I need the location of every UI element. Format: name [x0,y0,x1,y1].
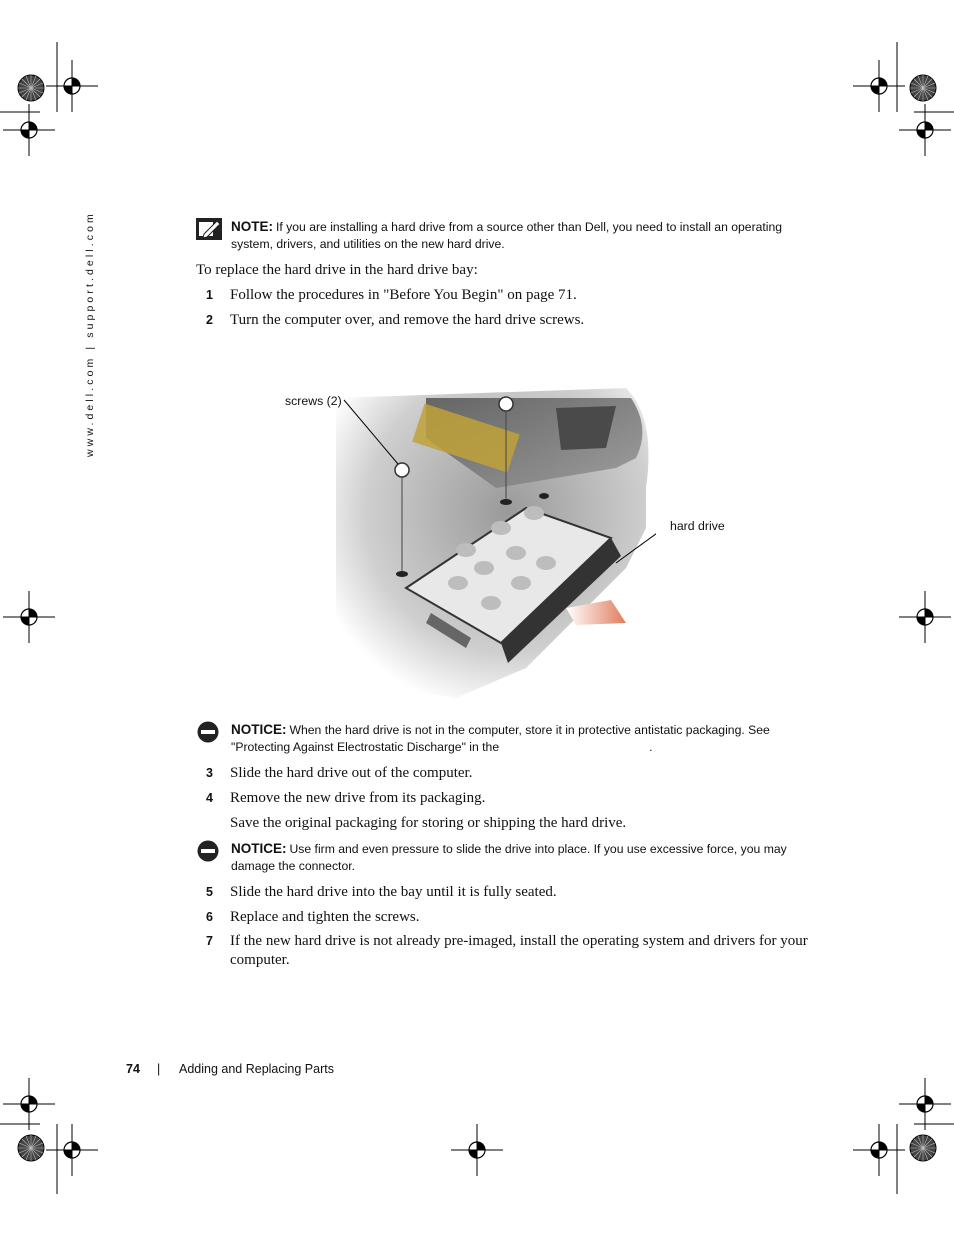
sidebar-url-text: www.dell.com | support.dell.com [84,211,96,457]
step-text: Slide the hard drive out of the computer. [230,765,473,781]
step-2 [196,311,808,330]
note-pencil-icon [196,218,222,240]
notice-warning-icon [196,840,222,862]
notice-text: Use firm and even pressure to slide the drive into place. If you use excessive force, you may damage the connector. [231,842,787,873]
step-5 [196,883,808,902]
notice-text: When the hard drive is not in the computer, store it in protective antistatic packaging. See "Protecting Against Electrostatic Discharge" in the [231,723,770,754]
step-number: 4 [206,791,213,805]
step-3 [196,764,808,783]
callout-hard-drive: hard drive [670,519,725,533]
note-text: If you are installing a hard drive from a source other than Dell, you need to install an operating system, drivers, and utilities on the new hard drive. [231,220,783,251]
step-6 [196,908,808,927]
step-1 [196,286,808,305]
step-text: Slide the hard drive into the bay until it is fully seated. [230,884,557,900]
step-7 [196,932,808,970]
notice-box [196,840,808,875]
notice-warning-icon [196,721,222,743]
notice-label: NOTICE: [231,722,287,737]
notice-label: NOTICE: [231,841,287,856]
note-box [196,218,808,253]
footer-separator: | [157,1062,161,1076]
page-number: 74 [126,1062,140,1076]
step-number: 1 [206,288,213,302]
step-4 [196,789,808,808]
step-number: 2 [206,313,213,327]
step-4-extra-text: Save the original packaging for storing or shipping the hard drive. [230,815,627,831]
footer-section-title: Adding and Replacing Parts [179,1062,334,1076]
callout-screws: screws (2) [285,394,342,408]
step-number: 3 [206,766,213,780]
step-number: 7 [206,934,213,948]
step-text: Remove the new drive from its packaging. [230,790,486,806]
notice-end-punct: . [649,740,653,754]
step-text: Replace and tighten the screws. [230,909,420,925]
hard-drive-removal-illustration [276,378,656,710]
notice-box [196,721,808,756]
step-text: If the new hard drive is not already pre-imaged, install the operating system and drivers for your computer. [230,933,808,968]
intro-text: To replace the hard drive in the hard drive bay: [196,262,478,278]
step-number: 5 [206,885,213,899]
sidebar-website-url [84,211,100,465]
note-label: NOTE: [231,219,273,234]
step-number: 6 [206,910,213,924]
step-text: Turn the computer over, and remove the hard drive screws. [230,312,585,328]
step-text: Follow the procedures in "Before You Begin" on page 71. [230,287,577,303]
